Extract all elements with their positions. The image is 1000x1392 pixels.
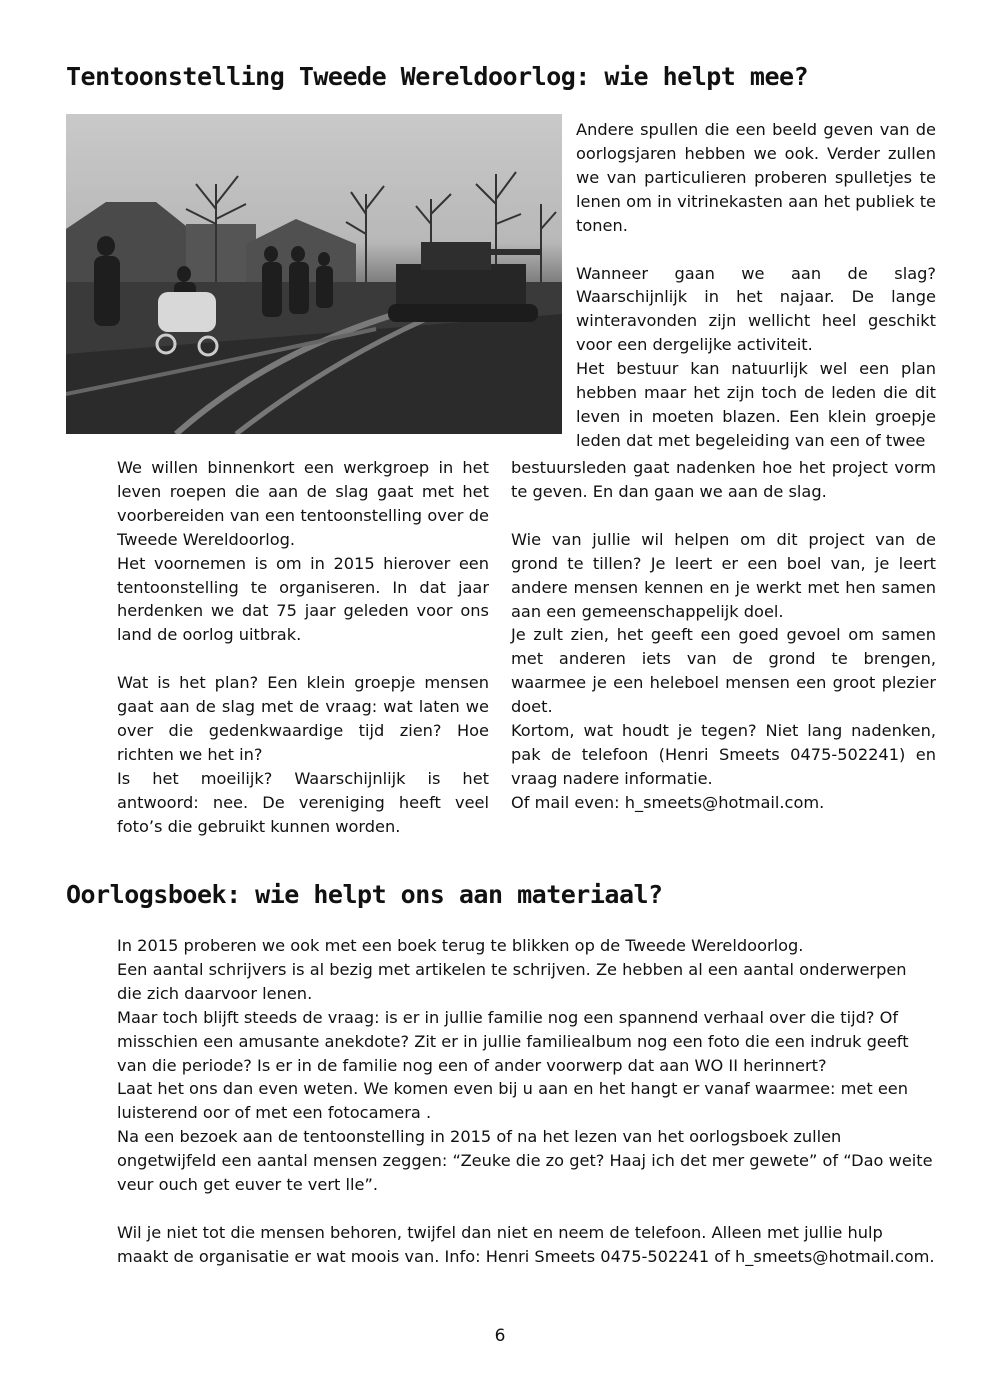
war-photo <box>66 114 562 434</box>
paragraph: Maar toch blijft steeds de vraag: is er in jullie familie nog een spannend verhaal over die tijd? Of misschien een amusante anekdote? Zit er in jullie familiealbum nog een foto die een indruk geeft van die periode? Is er in de familie nog een of ander voorwerp dat aan WO II herinnert? <box>117 1007 909 1075</box>
paragraph: Het bestuur kan natuurlijk wel een plan hebben maar het zijn toch de leden die dit leven in moeten blazen. Een klein groepje leden dat met begeleiding van een of twee <box>576 359 936 450</box>
paragraph: Wie van jullie wil helpen om dit project van de grond te tillen? Je leert er een boel van, je leert andere mensen kennen en je werkt met hen samen aan een gemeenschappelijk doel. <box>511 529 936 621</box>
article1-left-column <box>117 456 489 839</box>
war-photo-illustration <box>66 114 562 434</box>
page-number: 6 <box>494 1326 506 1346</box>
paragraph: bestuursleden gaat nadenken hoe het project vorm te geven. En dan gaan we aan de slag. <box>511 458 936 501</box>
article2-body <box>117 934 936 1269</box>
paragraph: In 2015 proberen we ook met een boek terug te blikken op de Tweede Wereldoorlog. <box>117 936 804 955</box>
paragraph: Is het moeilijk? Waarschijnlijk is het antwoord: nee. De vereniging heeft veel foto’s die gebruikt kunnen worden. <box>117 768 489 836</box>
article1-right-column-top <box>576 118 936 453</box>
paragraph: Laat het ons dan even weten. We komen even bij u aan en het hangt er vanaf waarmee: met een luisterend oor of met een fotocamera . <box>117 1079 909 1123</box>
paragraph: Kortom, wat houdt je tegen? Niet lang nadenken, pak de telefoon (Henri Smeets 0475-502241) en vraag nadere informatie. <box>511 721 936 788</box>
paragraph: Het voornemen is om in 2015 hierover een tentoonstelling te organiseren. In dat jaar herdenken we dat 75 jaar geleden voor ons land de oorlog uitbrak. <box>117 553 489 645</box>
article1-right-column-bottom <box>511 456 936 815</box>
article-title-exhibition: Tentoonstelling Tweede Wereldoorlog: wie helpt mee? <box>66 62 809 91</box>
paragraph: Na een bezoek aan de tentoonstelling in 2015 of na het lezen van het oorlogsboek zullen ongetwijfeld een aantal mensen zeggen: “Zeuke die zo get? Haaj ich det mer gewete” of “Dao weite veur ouch get euver te vert lle”. <box>117 1127 933 1195</box>
paragraph: Wat is het plan? Een klein groepje mensen gaat aan de slag met de vraag: wat laten we over die gedenkwaardige tijd zien? Hoe richten we het in? <box>117 673 489 764</box>
paragraph: Je zult zien, het geeft een goed gevoel om samen met anderen iets van de grond te brengen, waarmee je een heleboel mensen een groot plezier doet. <box>511 625 936 717</box>
paragraph: Wanneer gaan we aan de slag? Waarschijnlijk in het najaar. De lange winteravonden zijn wellicht heel geschikt voor een dergelijke activiteit. <box>576 263 936 355</box>
paragraph: Een aantal schrijvers is al bezig met artikelen te schrijven. Ze hebben al een aantal onderwerpen die zich daarvoor lenen. <box>117 959 907 1003</box>
paragraph: We willen binnenkort een werkgroep in het leven roepen die aan de slag gaat met het voorbereiden van een tentoonstelling over de Tweede Wereldoorlog. <box>117 458 489 549</box>
article-title-war-book: Oorlogsboek: wie helpt ons aan materiaal? <box>66 880 663 909</box>
paragraph: Of mail even: h_smeets@hotmail.com. <box>511 792 825 812</box>
paragraph: Wil je niet tot die mensen behoren, twijfel dan niet en neem de telefoon. Alleen met jullie hulp maakt de organisatie er wat moois van. Info: Henri Smeets 0475-502241 of h_smeets@hotmail.com. <box>117 1222 935 1266</box>
paragraph: Andere spullen die een beeld geven van de oorlogsjaren hebben we ook. Verder zullen we van particulieren proberen spulletjes te lenen om in vitrinekasten aan het publiek te tonen. <box>576 120 936 235</box>
